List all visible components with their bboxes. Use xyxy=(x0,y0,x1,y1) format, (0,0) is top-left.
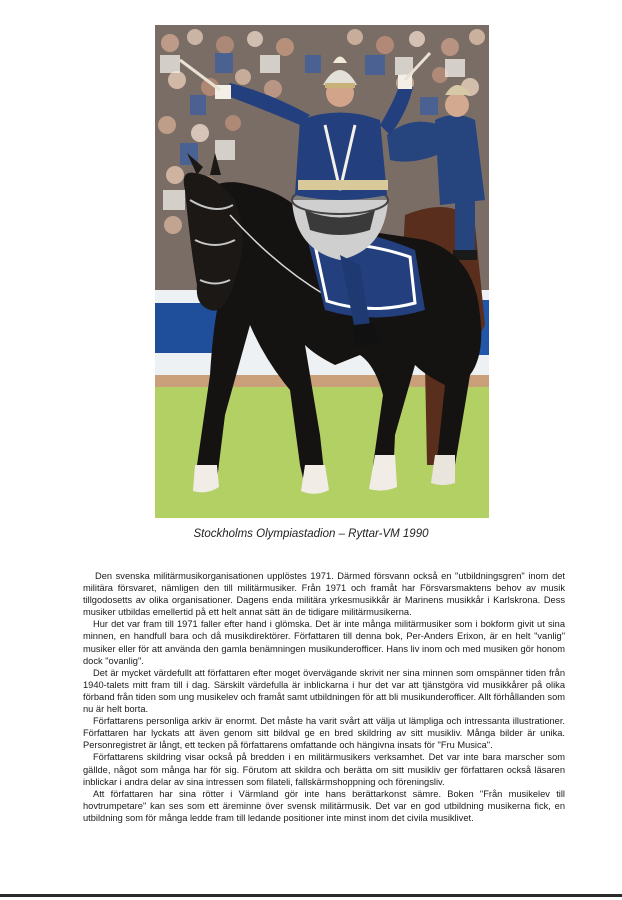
scan-bottom-edge xyxy=(0,894,622,897)
paragraph: Den svenska militärmusikorganisationen upplöstes 1971. Därmed försvann också en "utbildningsgren" inom det militära försvaret, nämligen den till militärmusiker. Från 1971 och framåt har Försvarsmaktens behov av musik tillgodosetts av olika organisationer. Dagens enda militära yrkesmusikkår är Marinens musikkår i Karlskrona. Dess musiker utbildas emellertid på ett helt annat sätt än de tidigare militärmusikerna. xyxy=(83,571,565,618)
photo-caption: Stockholms Olympiastadion – Ryttar-VM 1990 xyxy=(193,528,429,540)
paragraph: Författarens personliga arkiv är enormt. Det måste ha varit svårt att välja ut lämpliga och intressanta illustrationer. Författaren har lyckats att även genom sitt bildval ge en bred skildring av sitt musikliv. Många bilder är unika. Personregistret är långt, ett tecken på författarens omfattande och hängivna insats för "Fru Musica". xyxy=(83,716,565,751)
paragraph: Det är mycket värdefullt att författaren efter moget övervägande skrivit ner sina minnen som omspänner tiden från 1940-talets mitt fram till i dag. Särskilt värdefulla är inblickarna i hur det var att tjänstgöra vid musikkårer på olika förband från tiden som ung musikelev och framåt samt utbildningen för att bli musikunderofficer. Allt förhållanden som nu är helt borta. xyxy=(83,667,565,715)
body-text xyxy=(83,570,565,824)
paragraph: Hur det var fram till 1971 faller efter hand i glömska. Det är inte många militärmusiker som i bokform givit ut sina minnen, en handfull bara och då musikdirektörer. Författaren till denna bok, Per-Anders Erixon, är en helt "vanlig" musiker eller för att använda den gamla benämningen musikunderofficer. Hans liv inom och med musiken gör honom dock "ovanlig". xyxy=(83,619,565,666)
paragraph: Att författaren har sina rötter i Värmland gör inte hans berättarkonst sämre. Boken "Från musikelev till hovtrumpetare" kan ses som ett äreminne över svensk militärmusik. Det var en god utbildning musikerna fick, en utbildning som för många ledde fram till ledande positioner inte minst inom det civila musiklivet. xyxy=(83,788,565,823)
mounted-kettledrummer-illustration xyxy=(155,25,489,518)
paragraph: Författarens skildring visar också på bredden i en militärmusikers verksamhet. Det var inte bara marscher som gällde, något som många har för sig. Förutom att skildra och berätta om sitt musikliv ger författaren också läsaren inblickar i andra delar av sina intressen som filateli, fallskärmshoppning och föreningsliv. xyxy=(83,752,565,787)
cover-photo xyxy=(155,25,489,518)
